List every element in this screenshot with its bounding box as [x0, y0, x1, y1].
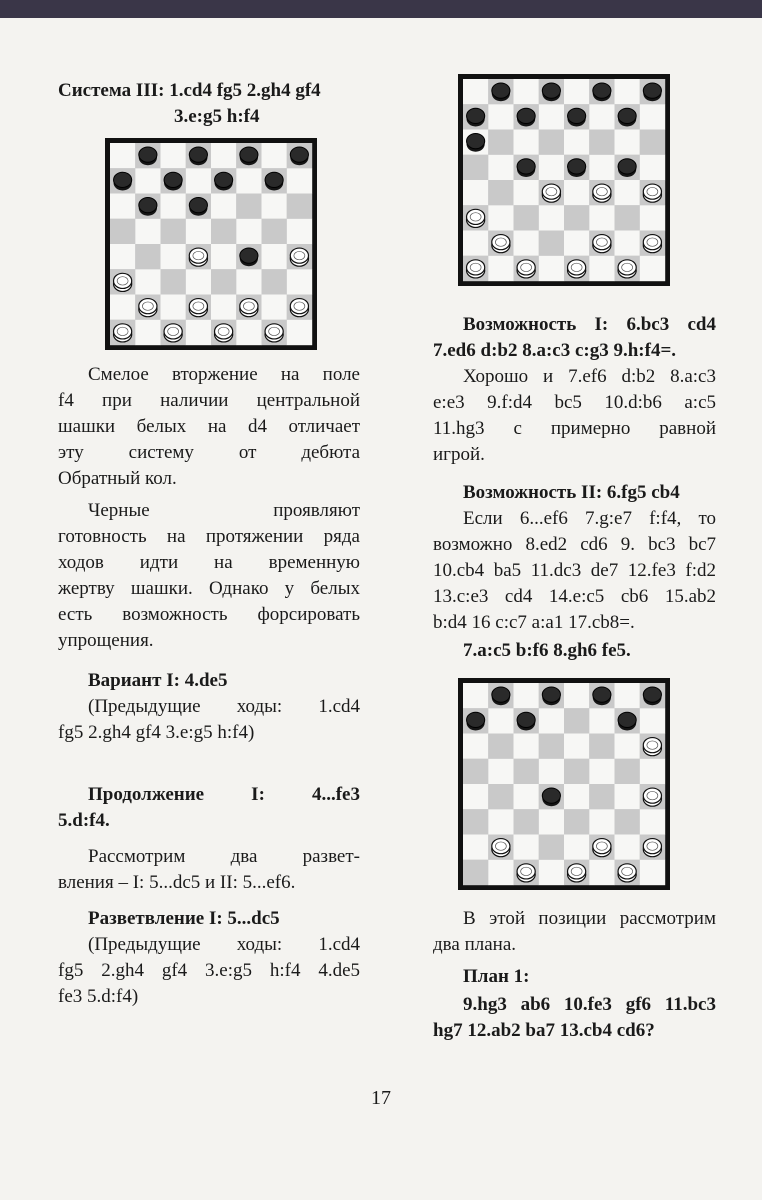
plan-1-moves: 9.hg3 ab6 10.fe3 gf6 11.bc3 [463, 994, 716, 1015]
light-square [615, 180, 640, 205]
light-square [262, 143, 287, 168]
dark-square [589, 130, 614, 155]
text-line: Черные проявляют [88, 500, 360, 521]
text-line: Обратный кол. [58, 468, 177, 489]
light-square [514, 130, 539, 155]
light-square [514, 180, 539, 205]
black-piece [164, 172, 182, 190]
dark-square [514, 205, 539, 230]
text-line: f4 при наличии центральной [58, 390, 360, 411]
text-line: 11.hg3 с примерно равной [433, 418, 716, 439]
light-square [615, 835, 640, 860]
light-square [236, 320, 261, 345]
black-piece [643, 83, 661, 101]
black-piece [467, 712, 485, 730]
light-square [514, 231, 539, 256]
dark-square [262, 269, 287, 294]
scan-top-edge [0, 0, 762, 18]
possibility-1-title: Возможность I: 6.bc3 cd4 [463, 314, 716, 335]
light-square [135, 269, 160, 294]
black-piece [114, 172, 132, 190]
light-square [615, 734, 640, 759]
text-line: есть возможность форсировать [58, 604, 360, 625]
light-square [514, 835, 539, 860]
white-piece [189, 248, 207, 266]
black-piece [215, 172, 233, 190]
text-line: 10.cb4 ba5 11.dc3 de7 12.fe3 f:d2 [433, 560, 716, 581]
light-square [262, 295, 287, 320]
light-square [539, 759, 564, 784]
white-piece [164, 324, 182, 342]
light-square [211, 194, 236, 219]
light-square [640, 708, 665, 733]
black-piece [618, 108, 636, 126]
text-line: Смелое вторжение на поле [88, 364, 360, 385]
dark-square [514, 759, 539, 784]
branch-1-title: Разветвление I: 5...dc5 [88, 908, 280, 929]
light-square [488, 708, 513, 733]
dark-square [262, 219, 287, 244]
white-piece [643, 839, 661, 857]
variant-1-title: Вариант I: 4.de5 [88, 670, 228, 691]
dark-square [564, 708, 589, 733]
light-square [640, 256, 665, 281]
possibility-1-moves: 7.ed6 d:b2 8.a:c3 c:g3 9.h:f4=. [433, 340, 677, 361]
black-piece [643, 687, 661, 705]
possibility-2-title: Возможность II: 6.fg5 cb4 [463, 482, 680, 503]
black-piece [542, 687, 560, 705]
white-piece [492, 839, 510, 857]
white-piece [467, 260, 485, 278]
dark-square [463, 809, 488, 834]
light-square [564, 734, 589, 759]
dark-square [564, 759, 589, 784]
text-line: e:e3 9.f:d4 bc5 10.d:b6 a:c5 [433, 392, 716, 413]
dark-square [161, 219, 186, 244]
white-piece [568, 864, 586, 882]
text-line: b:d4 16 c:c7 a:a1 17.cb8=. [433, 612, 635, 633]
light-square [564, 180, 589, 205]
text-line: игрой. [433, 444, 485, 465]
text-line: жертву шашки. Однако у белых [58, 578, 360, 599]
light-square [463, 79, 488, 104]
white-piece [215, 324, 233, 342]
light-square [589, 809, 614, 834]
light-square [539, 809, 564, 834]
light-square [463, 683, 488, 708]
light-square [539, 104, 564, 129]
continuation-1-title-cont: 5.d:f4. [58, 810, 110, 831]
text-line: ходов идти на временную [58, 552, 360, 573]
light-square [161, 244, 186, 269]
board-3 [458, 678, 716, 890]
plan-1-moves-cont: hg7 12.ab2 ba7 13.cb4 cd6? [433, 1020, 655, 1041]
black-piece [467, 108, 485, 126]
light-square [186, 168, 211, 193]
light-square [287, 320, 312, 345]
left-column [58, 78, 360, 1010]
black-piece [492, 83, 510, 101]
light-square [539, 708, 564, 733]
text-line: В этой позиции рассмотрим [463, 908, 716, 929]
right-column [433, 78, 716, 1044]
dark-square [161, 269, 186, 294]
light-square [539, 256, 564, 281]
light-square [488, 205, 513, 230]
light-square [463, 784, 488, 809]
page-number: 17 [371, 1087, 391, 1109]
light-square [514, 683, 539, 708]
white-piece [492, 235, 510, 253]
dark-square [488, 784, 513, 809]
white-piece [517, 864, 535, 882]
light-square [640, 155, 665, 180]
black-piece [492, 687, 510, 705]
black-piece [467, 134, 485, 152]
white-piece [189, 299, 207, 317]
white-piece [618, 864, 636, 882]
white-piece [139, 299, 157, 317]
light-square [640, 809, 665, 834]
paragraph-black [58, 498, 360, 654]
light-square [135, 168, 160, 193]
light-square [161, 194, 186, 219]
light-square [640, 759, 665, 784]
light-square [236, 219, 261, 244]
light-square [615, 79, 640, 104]
dark-square [564, 205, 589, 230]
light-square [287, 219, 312, 244]
dark-square [287, 194, 312, 219]
dark-square [110, 219, 135, 244]
dark-square [539, 835, 564, 860]
light-square [463, 835, 488, 860]
light-square [539, 860, 564, 885]
white-piece [593, 839, 611, 857]
light-square [135, 320, 160, 345]
dark-square [514, 809, 539, 834]
white-piece [593, 235, 611, 253]
dark-square [615, 809, 640, 834]
text-line: Хорошо и 7.ef6 d:b2 8.a:c3 [463, 366, 716, 387]
light-square [262, 194, 287, 219]
text-line: (Предыдущие ходы: 1.cd4 [88, 696, 360, 717]
text-line: Если 6...ef6 7.g:e7 f:f4, то [463, 508, 716, 529]
dark-square [236, 194, 261, 219]
light-square [640, 104, 665, 129]
white-piece [265, 324, 283, 342]
checkers-board-3 [458, 678, 670, 890]
light-square [589, 104, 614, 129]
light-square [488, 104, 513, 129]
light-square [110, 244, 135, 269]
text-line: fg5 2.gh4 gf4 3.e:g5 h:f4) [58, 722, 255, 743]
black-piece [290, 147, 308, 165]
dark-square [589, 784, 614, 809]
white-piece [517, 260, 535, 278]
moves-line: 7.a:c5 b:f6 8.gh6 fe5. [463, 640, 631, 661]
white-piece [467, 209, 485, 227]
light-square [589, 708, 614, 733]
light-square [589, 759, 614, 784]
light-square [186, 269, 211, 294]
system-heading: Система III: 1.cd4 fg5 2.gh4 gf4 [58, 80, 321, 101]
dark-square [488, 734, 513, 759]
board-2 [458, 74, 716, 286]
light-square [488, 256, 513, 281]
light-square [110, 295, 135, 320]
white-piece [114, 273, 132, 291]
black-piece [542, 83, 560, 101]
black-piece [593, 687, 611, 705]
light-square [640, 860, 665, 885]
plan-1-title: План 1: [463, 966, 530, 987]
black-piece [139, 198, 157, 216]
light-square [589, 860, 614, 885]
text-line: эту систему от дебюта [58, 442, 360, 463]
dark-square [539, 734, 564, 759]
light-square [514, 734, 539, 759]
dark-square [539, 231, 564, 256]
system-heading-cont: 3.e:g5 h:f4 [174, 106, 260, 127]
light-square [161, 143, 186, 168]
black-piece [542, 788, 560, 806]
white-piece [618, 260, 636, 278]
white-piece [542, 184, 560, 202]
light-square [615, 130, 640, 155]
light-square [186, 320, 211, 345]
light-square [186, 219, 211, 244]
text-line: 13.c:e3 cd4 14.e:c5 cb6 15.ab2 [433, 586, 716, 607]
dark-square [615, 759, 640, 784]
light-square [211, 244, 236, 269]
text-line: готовность на протяжении ряда [58, 526, 360, 547]
dark-square [539, 130, 564, 155]
text-line: упрощения. [58, 630, 154, 651]
checkers-board-1 [105, 138, 317, 350]
light-square [564, 683, 589, 708]
dark-square [463, 860, 488, 885]
light-square [539, 155, 564, 180]
black-piece [568, 159, 586, 177]
text-line: вления – I: 5...dc5 и II: 5...ef6. [58, 872, 296, 893]
light-square [564, 79, 589, 104]
white-piece [643, 788, 661, 806]
text-line: Рассмотрим два развет- [88, 846, 360, 867]
white-piece [290, 299, 308, 317]
white-piece [114, 324, 132, 342]
light-square [211, 295, 236, 320]
light-square [110, 143, 135, 168]
text-line: два плана. [433, 934, 517, 955]
black-piece [568, 108, 586, 126]
light-square [589, 205, 614, 230]
text-line: (Предыдущие ходы: 1.cd4 [88, 934, 360, 955]
light-square [564, 231, 589, 256]
white-piece [240, 299, 258, 317]
black-piece [517, 159, 535, 177]
white-piece [568, 260, 586, 278]
black-piece [240, 248, 258, 266]
dark-square [615, 205, 640, 230]
dark-square [640, 130, 665, 155]
checkers-board-2 [458, 74, 670, 286]
white-piece [643, 738, 661, 756]
light-square [514, 784, 539, 809]
light-square [564, 130, 589, 155]
dark-square [463, 155, 488, 180]
light-square [539, 205, 564, 230]
light-square [615, 784, 640, 809]
light-square [488, 155, 513, 180]
white-piece [593, 184, 611, 202]
light-square [211, 143, 236, 168]
dark-square [135, 244, 160, 269]
light-square [615, 683, 640, 708]
light-square [236, 168, 261, 193]
light-square [463, 231, 488, 256]
light-square [589, 256, 614, 281]
white-piece [290, 248, 308, 266]
text-line: возможно 8.ed2 cd6 9. bc3 bc7 [433, 534, 716, 555]
black-piece [265, 172, 283, 190]
black-piece [240, 147, 258, 165]
dark-square [589, 734, 614, 759]
dark-square [211, 219, 236, 244]
light-square [589, 155, 614, 180]
light-square [564, 784, 589, 809]
light-square [135, 219, 160, 244]
white-piece [643, 184, 661, 202]
board-1 [105, 138, 360, 350]
black-piece [517, 712, 535, 730]
continuation-1-title: Продолжение I: 4...fe3 [88, 784, 360, 805]
black-piece [618, 712, 636, 730]
dark-square [564, 809, 589, 834]
black-piece [593, 83, 611, 101]
text-line: шашки белых на d4 отличает [58, 416, 360, 437]
text-line: fg5 2.gh4 gf4 3.e:g5 h:f4 4.de5 [58, 960, 360, 981]
light-square [488, 809, 513, 834]
light-square [110, 194, 135, 219]
dark-square [488, 180, 513, 205]
paragraph-intro [58, 362, 360, 492]
light-square [161, 295, 186, 320]
text-line: fe3 5.d:f4) [58, 986, 139, 1007]
light-square [488, 759, 513, 784]
light-square [514, 79, 539, 104]
black-piece [517, 108, 535, 126]
black-piece [139, 147, 157, 165]
black-piece [618, 159, 636, 177]
light-square [564, 835, 589, 860]
light-square [640, 205, 665, 230]
light-square [463, 180, 488, 205]
light-square [236, 269, 261, 294]
dark-square [463, 759, 488, 784]
light-square [287, 269, 312, 294]
dark-square [211, 269, 236, 294]
light-square [463, 734, 488, 759]
black-piece [189, 198, 207, 216]
white-piece [643, 235, 661, 253]
dark-square [488, 130, 513, 155]
light-square [615, 231, 640, 256]
light-square [262, 244, 287, 269]
light-square [287, 168, 312, 193]
black-piece [189, 147, 207, 165]
light-square [488, 860, 513, 885]
